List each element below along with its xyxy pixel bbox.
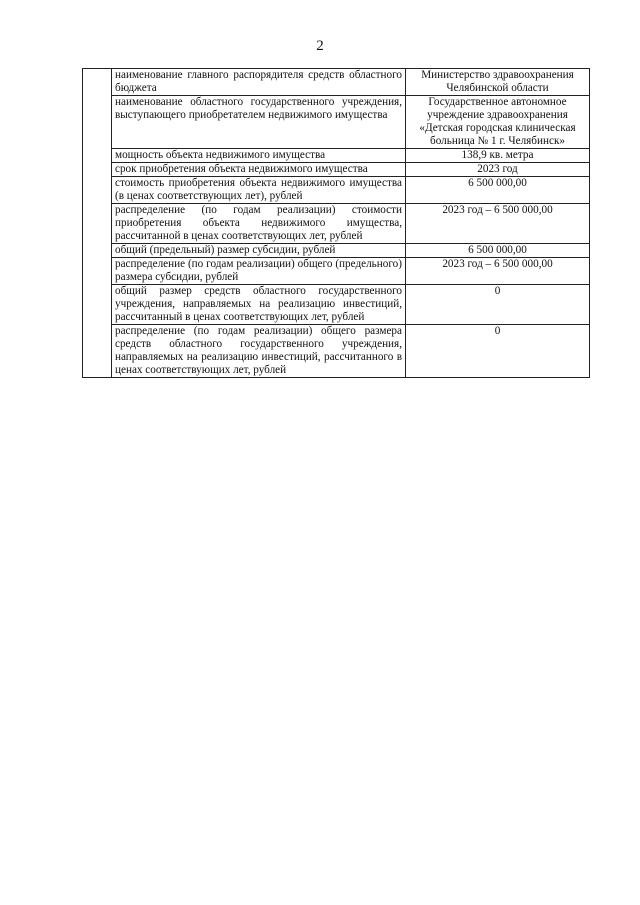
row-value: 2023 год – 6 500 000,00	[406, 258, 590, 285]
table-row	[83, 285, 590, 325]
row-value: 0	[406, 325, 590, 378]
row-value: Государственное автономное учреждение здравоохранения «Детская городская клиническая больница № 1 г. Челябинск»	[406, 96, 590, 149]
investment-table	[82, 68, 590, 378]
row-value: 6 500 000,00	[406, 244, 590, 258]
row-label: распределение (по годам реализации) общего размера средств областного государственного учреждения, направляемых на реализацию инвестиций, рассчитанного в ценах соответствующих лет, рублей	[112, 325, 406, 378]
row-label: наименование главного распорядителя средств областного бюджета	[112, 69, 406, 96]
table-row	[83, 258, 590, 285]
table-row	[83, 325, 590, 378]
row-label: общий размер средств областного государственного учреждения, направляемых на реализацию инвестиций, рассчитанный в ценах соответствующих лет, рублей	[112, 285, 406, 325]
table-row	[83, 149, 590, 163]
table-row	[83, 163, 590, 177]
row-value: Министерство здравоохранения Челябинской области	[406, 69, 590, 96]
row-label: наименование областного государственного учреждения, выступающего приобретателем недвижимого имущества	[112, 96, 406, 149]
table-row	[83, 69, 590, 96]
number-column	[83, 69, 112, 378]
table-row	[83, 177, 590, 204]
table-row	[83, 204, 590, 244]
row-label: стоимость приобретения объекта недвижимого имущества (в ценах соответствующих лет), рублей	[112, 177, 406, 204]
row-label: мощность объекта недвижимого имущества	[112, 149, 406, 163]
row-label: распределение (по годам реализации) общего (предельного) размера субсидии, рублей	[112, 258, 406, 285]
row-label: распределение (по годам реализации) стоимости приобретения объекта недвижимого имущества, рассчитанной в ценах соответствующих лет, рублей	[112, 204, 406, 244]
row-label: общий (предельный) размер субсидии, рублей	[112, 244, 406, 258]
row-label: срок приобретения объекта недвижимого имущества	[112, 163, 406, 177]
row-value: 2023 год	[406, 163, 590, 177]
row-value: 2023 год – 6 500 000,00	[406, 204, 590, 244]
row-value: 6 500 000,00	[406, 177, 590, 204]
row-value: 0	[406, 285, 590, 325]
table-row	[83, 244, 590, 258]
page-number: 2	[316, 38, 324, 54]
row-value: 138,9 кв. метра	[406, 149, 590, 163]
table-row	[83, 96, 590, 149]
